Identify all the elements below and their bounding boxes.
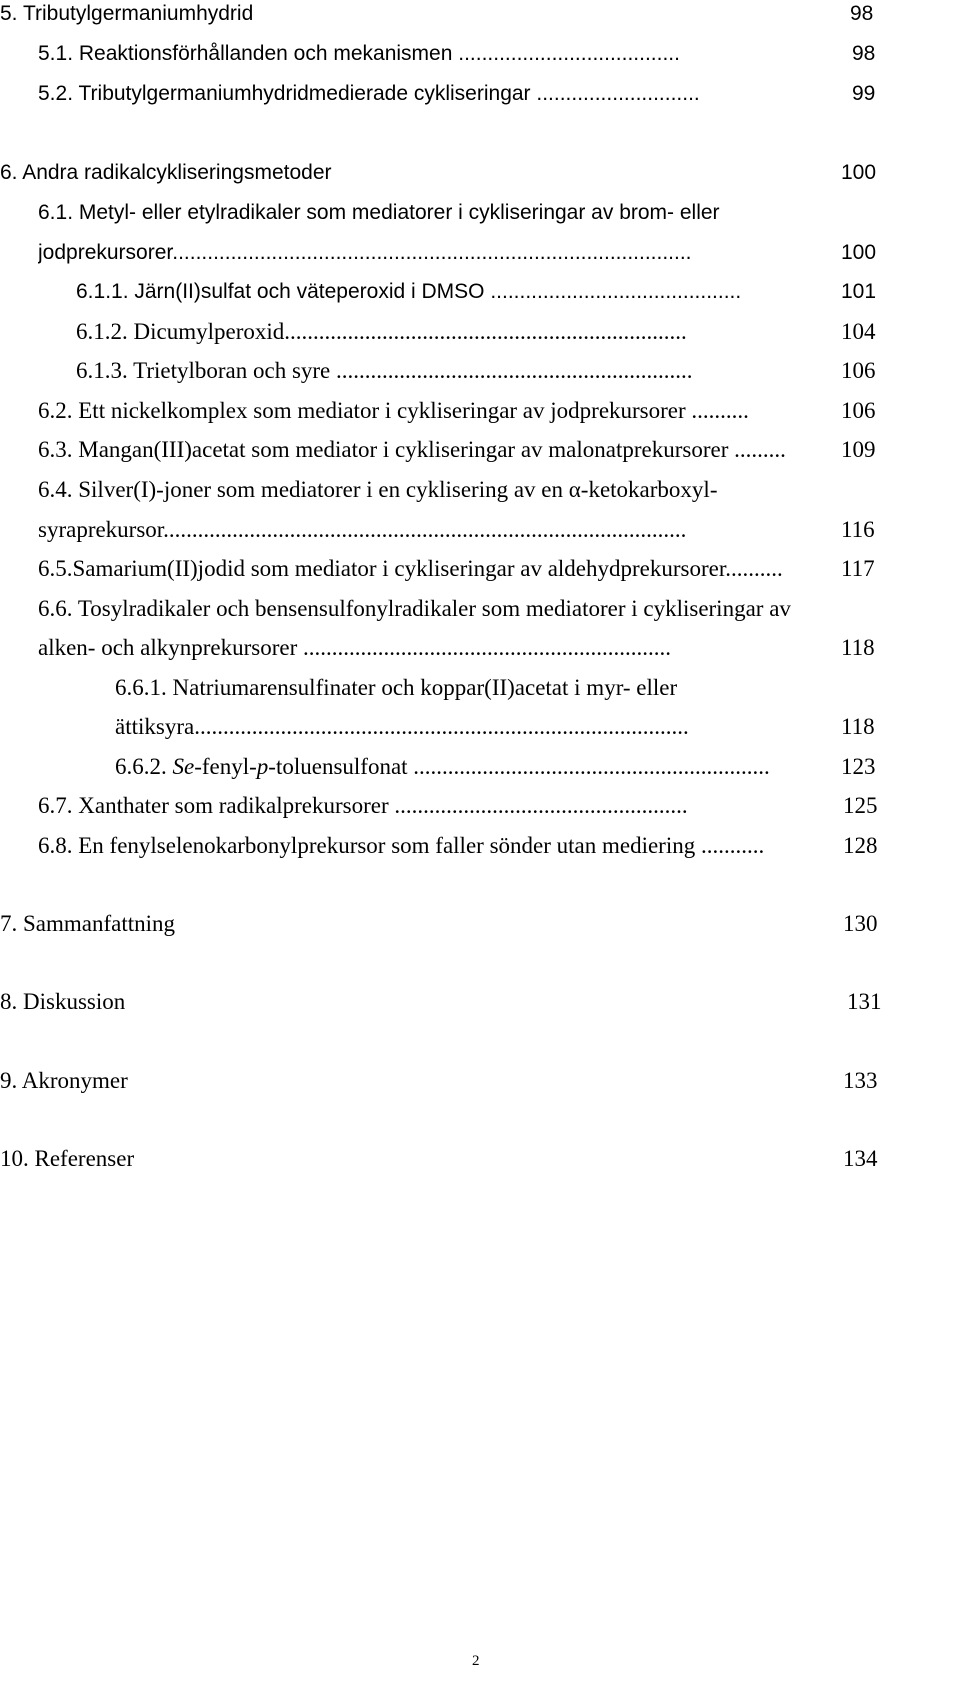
toc-entry-6-6-2-italic-se: Se xyxy=(172,754,195,779)
toc-page-6-1-1: 101 xyxy=(841,280,877,303)
toc-entry-5-2: 5.2. Tributylgermaniumhydridmedierade cykliseringar ............................ xyxy=(38,82,700,105)
toc-page-8: 131 xyxy=(847,989,882,1014)
toc-page-6-8: 128 xyxy=(843,833,878,858)
toc-entry-5-1: 5.1. Reaktionsförhållanden och mekanismen ...................................... xyxy=(38,42,680,65)
toc-page-6-7: 125 xyxy=(843,793,878,818)
toc-page-10: 134 xyxy=(843,1146,878,1171)
toc-entry-6-6-2-italic-p: p xyxy=(256,754,269,779)
toc-entry-6-8: 6.8. En fenylselenokarbonylprekursor som faller sönder utan mediering ........... xyxy=(38,833,765,858)
toc-entry-6-6: 6.6. Tosylradikaler och bensensulfonylradikaler som mediatorer i cykliseringar av xyxy=(38,596,791,621)
toc-page-6-6-2: 123 xyxy=(841,754,876,779)
toc-page-6-1: 100 xyxy=(841,241,877,264)
toc-entry-6-1-3: 6.1.3. Trietylboran och syre .............................................................. xyxy=(76,358,693,383)
toc-entry-10: 10. Referenser xyxy=(0,1146,135,1171)
toc-page-5-1: 98 xyxy=(852,42,876,65)
toc-entry-6-4: 6.4. Silver(I)-joner som mediatorer i en cyklisering av en α-ketokarboxyl- xyxy=(38,477,718,502)
toc-entry-6-6-2-number: 6.6.2. xyxy=(115,754,173,779)
toc-page-5: 98 xyxy=(850,2,874,25)
toc-entry-6-4-cont: syraprekursor........................................................................................... xyxy=(38,517,687,542)
toc-page-6-6-1: 118 xyxy=(841,714,875,739)
toc-page-6: 100 xyxy=(841,161,877,184)
page-number: 2 xyxy=(472,1653,480,1669)
toc-entry-6-6-1-cont: ättiksyra...................................................................................... xyxy=(115,714,689,739)
toc-entry-6-3: 6.3. Mangan(III)acetat som mediator i cykliseringar av malonatprekursorer ......... xyxy=(38,437,786,462)
toc-entry-6-6-2-mid: -fenyl- xyxy=(194,754,257,779)
toc-page-9: 133 xyxy=(843,1068,878,1093)
toc-entry-7: 7. Sammanfattning xyxy=(0,911,176,936)
toc-entry-6-1-cont: jodprekursorer......................................................................................... xyxy=(38,241,692,264)
toc-page-6-3: 109 xyxy=(841,437,876,462)
toc-entry-6-2: 6.2. Ett nickelkomplex som mediator i cykliseringar av jodprekursorer .......... xyxy=(38,398,749,423)
toc-page-6-1-2: 104 xyxy=(841,319,876,344)
toc-page-6-6: 118 xyxy=(841,635,875,660)
toc-page-6-2: 106 xyxy=(841,398,876,423)
toc-entry-6-6-2-rest: -toluensulfonat .............................................................. xyxy=(268,754,770,779)
toc-entry-6-6-1: 6.6.1. Natriumarensulfinater och koppar(II)acetat i myr- eller xyxy=(115,675,678,700)
toc-entry-6-1-1: 6.1.1. Järn(II)sulfat och väteperoxid i DMSO ........................................... xyxy=(76,280,742,303)
toc-entry-6-6-2 xyxy=(115,753,828,781)
toc-entry-6-7: 6.7. Xanthater som radikalprekursorer ................................................... xyxy=(38,793,688,818)
toc-page-6-5: 117 xyxy=(841,556,875,581)
toc-entry-6-5: 6.5.Samarium(II)jodid som mediator i cykliseringar av aldehydprekursorer.......... xyxy=(38,556,783,581)
toc-page-7: 130 xyxy=(843,911,878,936)
toc-page-5-2: 99 xyxy=(852,82,876,105)
toc-page-6-1-3: 106 xyxy=(841,358,876,383)
toc-entry-6: 6. Andra radikalcykliseringsmetoder xyxy=(0,161,332,184)
toc-entry-5: 5. Tributylgermaniumhydrid xyxy=(0,2,254,25)
toc-entry-6-6-cont: alken- och alkynprekursorer ................................................................ xyxy=(38,635,672,660)
toc-entry-6-1: 6.1. Metyl- eller etylradikaler som mediatorer i cykliseringar av brom- eller xyxy=(38,201,720,224)
toc-entry-9: 9. Akronymer xyxy=(0,1068,128,1093)
toc-entry-6-1-2: 6.1.2. Dicumylperoxid...................................................................... xyxy=(76,319,687,344)
toc-entry-8: 8. Diskussion xyxy=(0,989,126,1014)
toc-page-6-4: 116 xyxy=(841,517,875,542)
